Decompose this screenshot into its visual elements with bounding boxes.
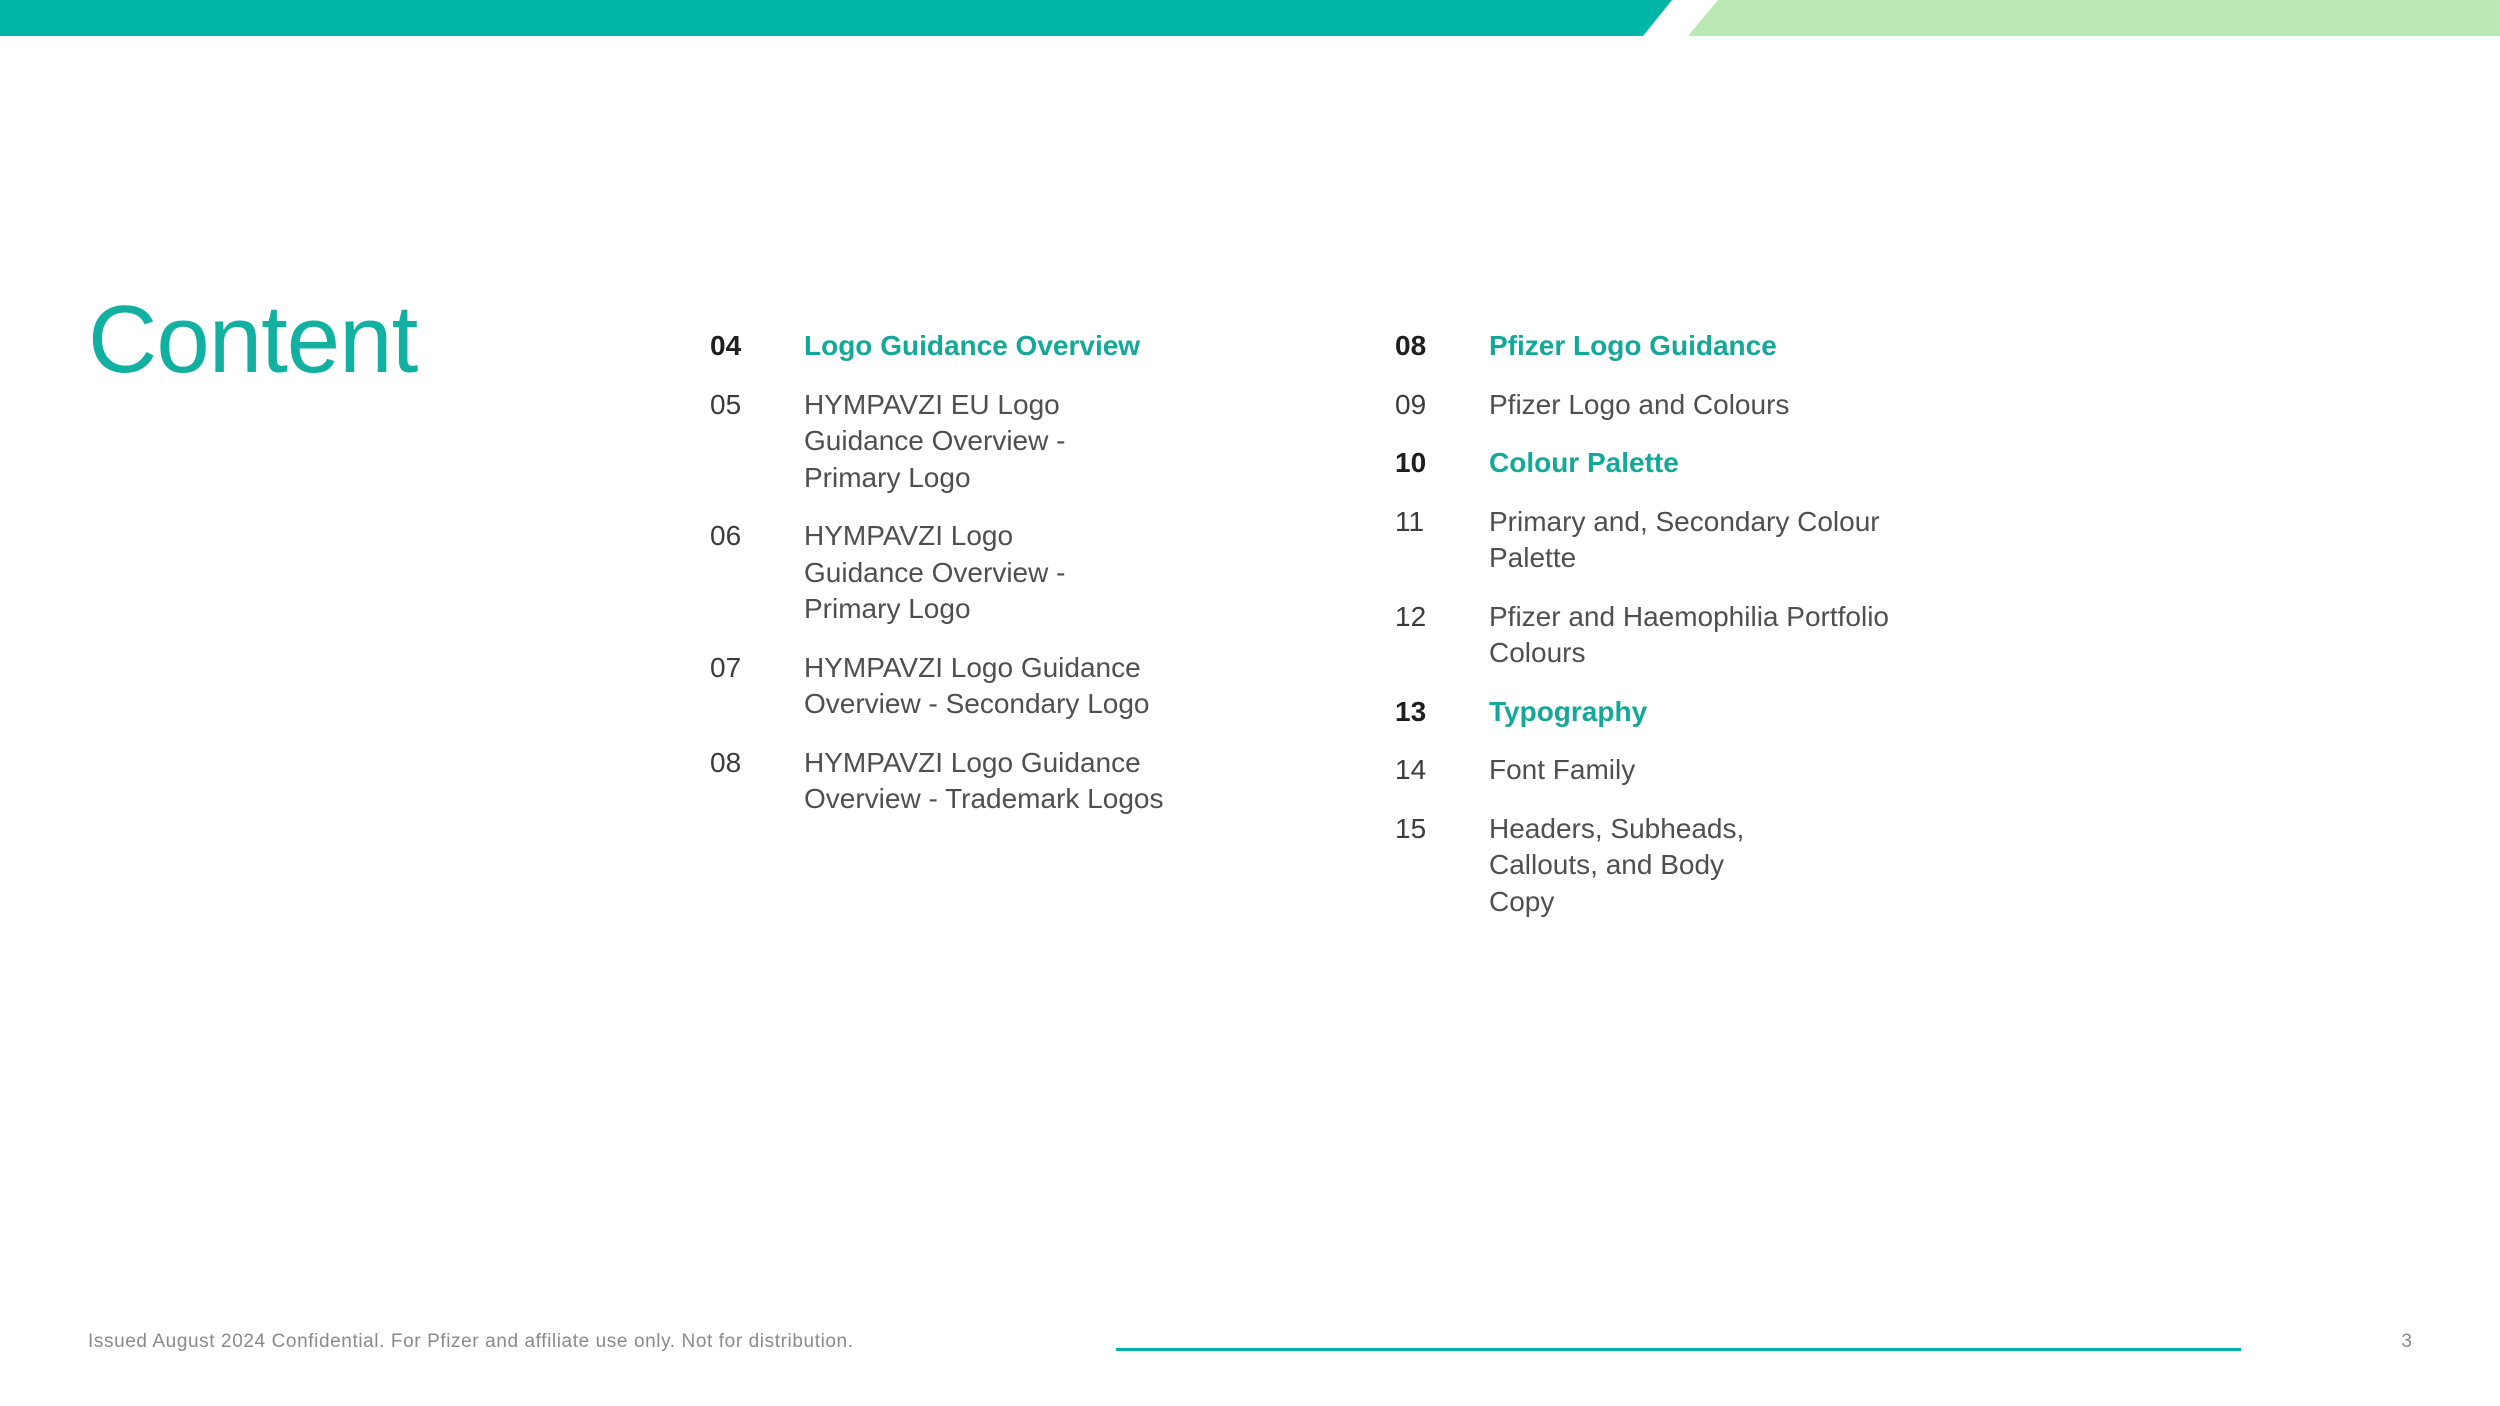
toc-page-number: 07 — [710, 651, 742, 683]
footer-divider — [1116, 1348, 2241, 1351]
toc-entry-label: Headers, Subheads, Callouts, and Body Copy — [1489, 812, 1745, 917]
toc-entry-label: HYMPAVZI Logo Guidance Overview - Trademark Logos — [804, 746, 1164, 814]
toc-section-heading: Logo Guidance Overview — [804, 330, 1141, 361]
page-number: 3 — [2401, 1331, 2412, 1352]
toc-page-number: 08 — [710, 746, 742, 778]
toc-page-number: 09 — [1395, 388, 1427, 420]
toc-entry[interactable] — [1395, 599, 1955, 672]
toc-entry[interactable] — [1395, 328, 1955, 365]
toc-entry[interactable] — [1395, 694, 1955, 731]
toc-section-heading: Colour Palette — [1489, 447, 1679, 478]
toc-page-number: 14 — [1395, 754, 1427, 785]
toc-entry[interactable] — [1395, 504, 1955, 577]
toc-page-number: 13 — [1395, 695, 1427, 727]
toc-page-number: 04 — [710, 330, 742, 361]
toc-page-number: 05 — [710, 388, 742, 420]
page-title: Content — [88, 286, 418, 393]
toc-entry-label: Font Family — [1489, 754, 1636, 785]
toc-entry[interactable] — [710, 387, 1270, 497]
toc-entry[interactable] — [1395, 811, 1955, 921]
toc-page-number: 15 — [1395, 812, 1427, 844]
toc-entry[interactable] — [710, 650, 1270, 723]
toc-entry-label: Primary and, Secondary Colour Palette — [1489, 505, 1880, 573]
footer-confidentiality-note: Issued August 2024 Confidential. For Pfizer and affiliate use only. Not for distribution. — [88, 1331, 854, 1352]
toc-entry[interactable] — [1395, 387, 1955, 424]
toc-entry[interactable] — [710, 745, 1270, 818]
toc-section-heading: Pfizer Logo Guidance — [1489, 330, 1777, 361]
toc-entry-label: HYMPAVZI Logo Guidance Overview - Primary Logo — [804, 520, 1066, 624]
toc-entry-label: Pfizer Logo and Colours — [1489, 388, 1790, 420]
toc-entry[interactable] — [1395, 445, 1955, 482]
banner-green-stripe — [1688, 0, 2500, 36]
banner-teal-stripe — [0, 0, 1672, 36]
toc-section-heading: Typography — [1489, 695, 1648, 727]
toc-page-number: 08 — [1395, 330, 1427, 361]
toc-entry-label: HYMPAVZI Logo Guidance Overview - Secondary Logo — [804, 651, 1150, 719]
toc-entry[interactable] — [710, 328, 1270, 365]
toc-column-right — [1395, 328, 1955, 942]
toc-entry-label: HYMPAVZI EU Logo Guidance Overview - Primary Logo — [804, 388, 1066, 493]
toc-column-left — [710, 328, 1270, 840]
toc-page-number: 10 — [1395, 447, 1427, 478]
toc-page-number: 12 — [1395, 600, 1427, 632]
toc-entry-label: Pfizer and Haemophilia Portfolio Colours — [1489, 600, 1889, 668]
toc-page-number: 11 — [1395, 505, 1425, 537]
toc-page-number: 06 — [710, 520, 742, 551]
top-banner — [0, 0, 2500, 36]
toc-entry[interactable] — [710, 518, 1270, 628]
toc-entry[interactable] — [1395, 752, 1955, 789]
